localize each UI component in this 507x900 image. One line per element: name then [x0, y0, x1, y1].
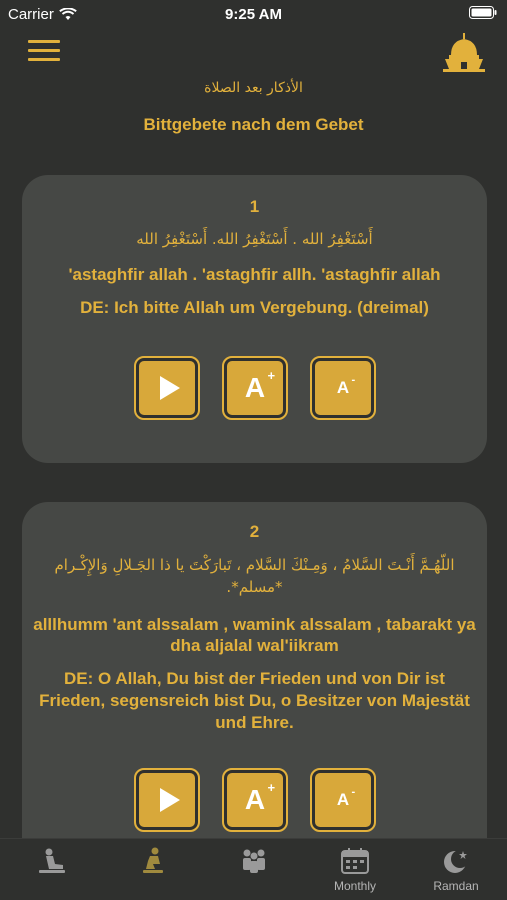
dhikr-arabic-text: اللّهُـمَّ أَنْـتَ السَّلامُ ، وَمِـنْكَ السَّلام ، تَبارَكْتَ يا ذا الجَـلالِ وَالإِكْـرام *مسلم*.: [54, 556, 455, 596]
tab-ramdan[interactable]: [416, 847, 496, 893]
status-bar: [0, 0, 507, 28]
group-people-icon: [239, 847, 269, 875]
font-increase-icon: A +: [244, 368, 276, 403]
dhikr-arabic-text: أَسْتَغْفِرُ الله . أَسْتَغْفِرُ الله. أَسْتَغْفِرُ الله: [136, 230, 373, 248]
tab-praying-person[interactable]: [12, 847, 92, 875]
increase-font-button[interactable]: [224, 770, 286, 830]
battery-icon: [469, 6, 497, 23]
dhikr-translation: DE: O Allah, Du bist der Frieden und von Dir ist Frieden, segensreich bist Du, o Besitzer von Majestät und Ehre.: [39, 669, 470, 732]
page-title: Bittgebete nach dem Gebet: [143, 115, 364, 134]
font-decrease-icon: A -: [336, 374, 356, 397]
tab-monthly[interactable]: [315, 847, 395, 893]
tab-label: Monthly: [333, 879, 377, 893]
dhikr-number: 1: [249, 197, 260, 216]
calendar-icon: [340, 847, 370, 875]
hamburger-icon[interactable]: [28, 40, 62, 66]
dhikr-card: [22, 502, 487, 862]
tab-group[interactable]: [214, 847, 294, 875]
dhikr-number: 2: [249, 522, 260, 541]
play-icon: [160, 376, 180, 400]
font-decrease-icon: A -: [336, 786, 356, 809]
tab-bar: [0, 838, 507, 900]
mosque-dome-icon: [443, 33, 485, 73]
status-time: 9:25 AM: [225, 6, 282, 23]
tab-kneeling-prayer[interactable]: [113, 847, 193, 875]
dhikr-card: [22, 175, 487, 463]
font-increase-icon: A +: [244, 780, 276, 815]
dhikr-transliteration: alllhumm 'ant alssalam , wamink alssalam , tabarakt ya dha aljalal wal'iikram: [33, 615, 476, 655]
tab-label: Ramdan: [433, 879, 479, 893]
crescent-moon-icon: [441, 847, 471, 875]
carrier-label: Carrier: [8, 6, 54, 23]
page-title-arabic: الأذكار بعد الصلاة: [204, 80, 303, 96]
dhikr-transliteration: 'astaghfir allah . 'astaghfir allh. 'astaghfir allah: [68, 265, 441, 284]
play-button[interactable]: [136, 770, 198, 830]
decrease-font-button[interactable]: [312, 358, 374, 418]
praying-person-icon: [37, 847, 67, 875]
decrease-font-button[interactable]: [312, 770, 374, 830]
increase-font-button[interactable]: [224, 358, 286, 418]
play-button[interactable]: [136, 358, 198, 418]
play-icon: [160, 788, 180, 812]
dhikr-translation: DE: Ich bitte Allah um Vergebung. (dreimal): [80, 298, 429, 317]
kneeling-prayer-icon: [138, 847, 168, 875]
